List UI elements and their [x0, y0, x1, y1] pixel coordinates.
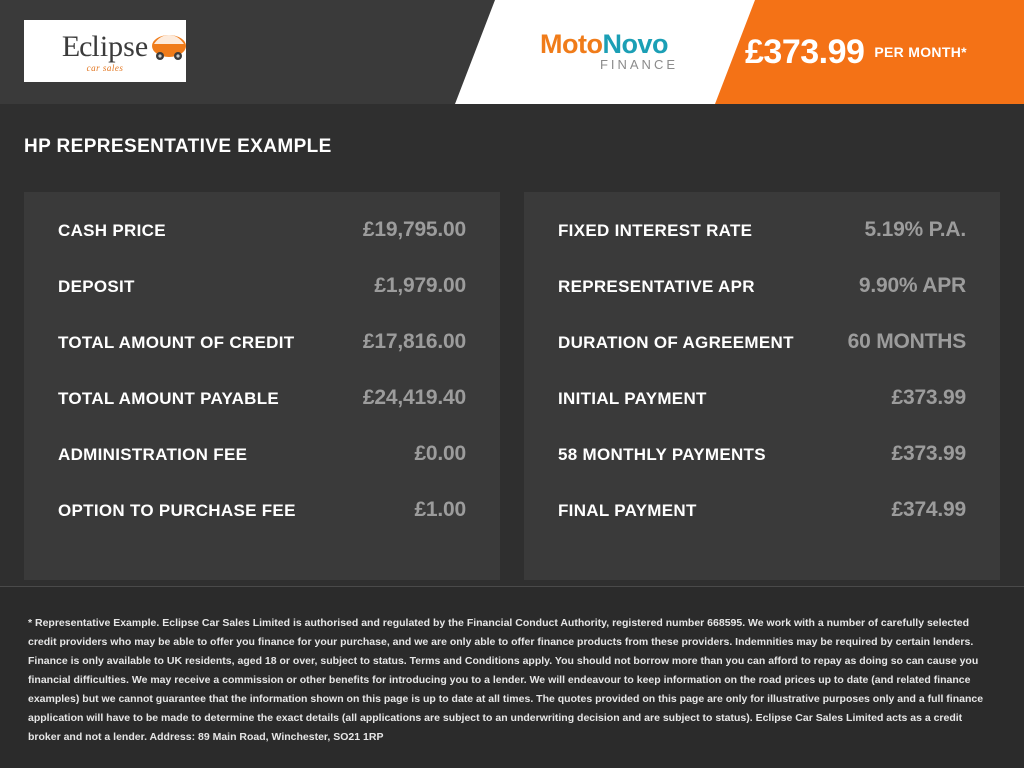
lender-logo-wordmark — [540, 30, 740, 58]
row-label: INITIAL PAYMENT — [558, 389, 707, 408]
dealer-logo-tagline: car sales — [86, 62, 124, 73]
lender-logo-subtitle: FINANCE — [599, 57, 678, 72]
table-row — [58, 498, 466, 554]
lender-logo — [540, 30, 740, 72]
row-value: £19,795.00 — [362, 218, 466, 241]
row-label: TOTAL AMOUNT OF CREDIT — [58, 333, 295, 352]
table-row — [558, 274, 966, 330]
table-row — [558, 498, 966, 554]
table-row — [58, 442, 466, 498]
row-label: REPRESENTATIVE APR — [558, 277, 755, 296]
dealer-logo-word-part2: lipse — [91, 29, 149, 63]
row-value: £0.00 — [414, 442, 466, 465]
row-value: £1.00 — [414, 498, 466, 521]
monthly-price-value: £373.99 — [745, 32, 865, 71]
row-value: £373.99 — [891, 442, 966, 465]
table-row — [58, 218, 466, 274]
row-value: £24,419.40 — [362, 386, 466, 409]
row-label: ADMINISTRATION FEE — [58, 445, 248, 464]
table-row — [558, 218, 966, 274]
monthly-price-block — [745, 0, 967, 104]
finance-table-right — [524, 192, 1000, 580]
page-title: HP REPRESENTATIVE EXAMPLE — [24, 136, 332, 157]
table-row — [58, 330, 466, 386]
row-value: 5.19% P.A. — [864, 218, 966, 241]
footer — [0, 587, 1024, 768]
table-row — [558, 442, 966, 498]
row-value: £17,816.00 — [362, 330, 466, 353]
row-value: £373.99 — [891, 386, 966, 409]
table-row — [558, 330, 966, 386]
lender-logo-part2: Novo — [602, 29, 668, 59]
row-label: 58 MONTHLY PAYMENTS — [558, 445, 766, 464]
row-value: £1,979.00 — [374, 274, 466, 297]
row-value: 60 MONTHS — [847, 330, 966, 353]
row-value: £374.99 — [891, 498, 966, 521]
disclaimer-text: * Representative Example. Eclipse Car Sales Limited is authorised and regulated by the Financial Conduct Authority, registered number 668595. We work with a number of carefully selected credit providers who may be able to offer you finance for your purchase, and we are only able to offer finance products from these providers. Indemnities may be required by certain lenders. Finance is only available to UK residents, aged 18 or over, subject to status. Terms and Conditions apply. You should not borrow more than you can afford to repay as doing so can cause you financial difficulties. We may receive a commission or other benefits for introducing you to a lender. We will endeavour to keep information on the road prices up to date (and related finance examples) but we cannot guarantee that the information shown on this page is up to date at all times. The quotes provided on this page are only for illustrative purposes only and a full finance application will have to be made to determine the exact details (all applications are subject to an underwriting decision and are subject to status). Eclipse Car Sales Limited acts as a credit broker and not a lender. Address: 89 Main Road, Winchester, SO21 1RP — [28, 617, 984, 743]
page-header — [0, 0, 1024, 104]
lender-logo-part1: Moto — [540, 29, 603, 59]
row-label: CASH PRICE — [58, 221, 166, 240]
row-label: DURATION OF AGREEMENT — [558, 333, 794, 352]
finance-tables — [24, 192, 1000, 580]
row-label: FIXED INTEREST RATE — [558, 221, 753, 240]
row-label: TOTAL AMOUNT PAYABLE — [58, 389, 280, 408]
dealer-logo-word-part1: Ec — [61, 29, 92, 63]
table-row — [58, 386, 466, 442]
row-label: FINAL PAYMENT — [558, 501, 697, 520]
row-label: OPTION TO PURCHASE FEE — [58, 501, 296, 520]
row-label: DEPOSIT — [58, 277, 135, 296]
dealer-logo-wordmark — [61, 29, 149, 63]
finance-table-left — [24, 192, 500, 580]
car-icon — [146, 30, 192, 60]
table-row — [558, 386, 966, 442]
monthly-price-suffix: PER MONTH* — [874, 44, 967, 60]
table-row — [58, 274, 466, 330]
row-value: 9.90% APR — [858, 274, 966, 297]
